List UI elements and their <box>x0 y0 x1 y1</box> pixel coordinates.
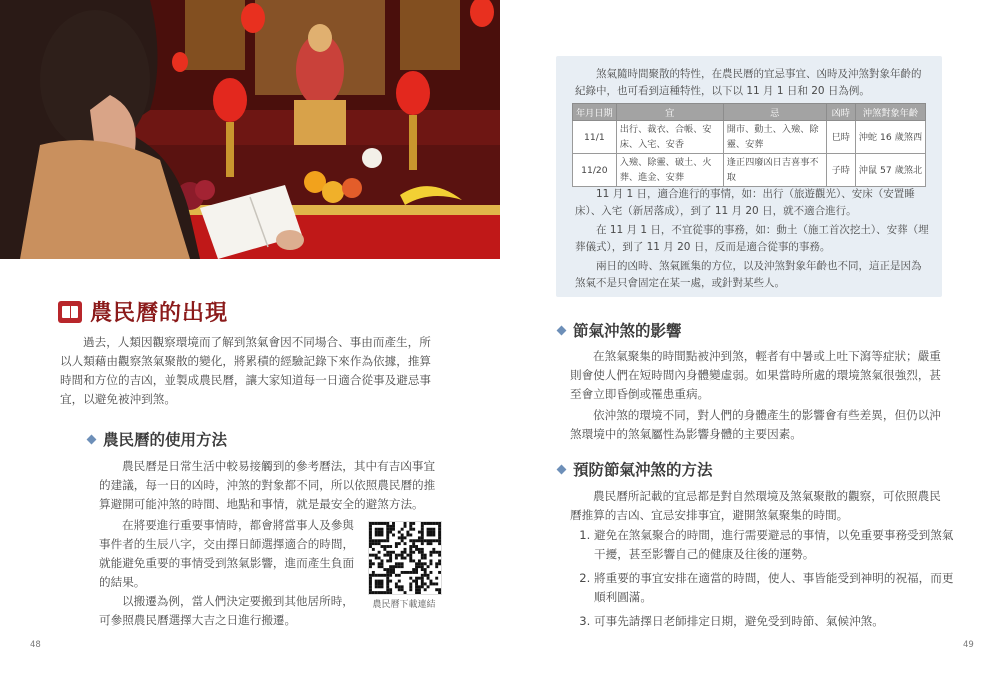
infobox-note-2: 在 11 月 1 日，不宜從事的事務，如：動土（施工首次挖土）、安葬（埋葬儀式），到了 11 月 20 日，反而是適合從事的事務。 <box>575 224 929 253</box>
table-header: 年月日期 <box>573 104 617 121</box>
table-cell: 11/20 <box>573 154 617 187</box>
altar-photo <box>0 0 500 259</box>
infobox-intro: 煞氣隨時間聚散的特性，在農民曆的宜忌事宜、凶時及沖煞對象年齡的紀錄中，也可看到這種特性，以下以 11 月 1 日和 20 日為例。 <box>575 68 922 97</box>
intro-paragraph: 過去，人類因觀察環境而了解到煞氣會因不同場合、事由而產生，所以人類藉由觀察煞氣聚散的變化，將累積的經驗記錄下來作為依據，推算時間和方位的吉凶，並製成農民曆，讓大家知道每一日適合從事及避忌事宜，以避免被沖到煞。 <box>60 335 432 406</box>
influence-paragraph-2: 依沖煞的環境不同，對人們的身體產生的影響會有些差異，但仍以沖煞環境中的煞氣屬性為影響身體的主要因素。 <box>570 408 941 441</box>
table-cell: 入殮、除靈、破土、火葬、進金、安葬 <box>616 154 723 187</box>
table-cell: 沖蛇 16 歲煞西 <box>855 121 925 154</box>
prevent-heading-text: 預防節氣沖煞的方法 <box>573 460 713 479</box>
infobox-note-3: 兩日的凶時、煞氣匯集的方位，以及沖煞對象年齡也不同，這正是因為煞氣不是只會固定在某一處，或針對某些人。 <box>575 260 922 289</box>
table-cell: 巳時 <box>826 121 855 154</box>
page-number-left: 48 <box>30 640 41 650</box>
table-row <box>573 121 926 154</box>
diamond-bullet-icon <box>87 434 97 444</box>
table-header: 沖煞對象年齡 <box>855 104 925 121</box>
usage-heading-text: 農民曆的使用方法 <box>103 430 228 449</box>
table-row <box>573 154 926 187</box>
table-cell: 出行、裁衣、合帳、安床、入宅、安香 <box>616 121 723 154</box>
influence-heading <box>558 319 682 341</box>
table-cell: 逢正四廢凶日吉喜事不取 <box>723 154 826 187</box>
table-header: 忌 <box>723 104 826 121</box>
diamond-bullet-icon <box>557 325 567 335</box>
almanac-table <box>572 103 926 187</box>
section-title <box>58 296 228 327</box>
qr-code[interactable] <box>368 521 442 595</box>
table-header-row <box>573 104 926 121</box>
altar-photo-illustration <box>0 0 500 259</box>
table-cell: 11/1 <box>573 121 617 154</box>
influence-heading-text: 節氣沖煞的影響 <box>573 321 682 340</box>
section-title-text: 農民曆的出現 <box>90 300 229 326</box>
prevent-paragraph: 農民曆所記載的宜忌都是對自然環境及煞氣聚散的觀察，可依照農民曆推算的吉凶、宜忌安排事宜，避開煞氣聚集的時間。 <box>570 489 941 522</box>
usage-heading <box>88 428 227 450</box>
prevent-heading <box>558 458 713 480</box>
list-item: 2. 將重要的事宜安排在適當的時間，使人、事皆能受到神明的祝福，而更順利圓滿。 <box>594 569 962 607</box>
diamond-bullet-icon <box>557 464 567 474</box>
book-icon <box>58 301 82 323</box>
qr-code-graphic <box>369 522 441 594</box>
list-item: 3. 可事先請擇日老師排定日期，避免受到時節、氣候沖煞。 <box>594 612 962 631</box>
table-cell: 子時 <box>826 154 855 187</box>
list-item: 1. 避免在煞氣聚合的時間，進行需要避忌的事情，以免重要事務受到煞氣干擾，甚至影響自己的健康及往後的運勢。 <box>594 526 962 564</box>
table-cell: 沖鼠 57 歲煞北 <box>855 154 925 187</box>
qr-caption: 農民曆下載連結 <box>372 600 436 610</box>
table-header: 凶時 <box>826 104 855 121</box>
influence-paragraph-1: 在煞氣聚集的時間點被沖到煞，輕者有中暑或上吐下瀉等症狀；嚴重則會使人們在短時間內身體變虛弱。如果當時所處的環境煞氣很強烈，甚至會立即昏倒或罹患重病。 <box>570 349 942 401</box>
prevent-list <box>578 526 962 636</box>
usage-paragraph-3: 以搬遷為例，當人們決定要搬到其他居所時，可參照農民曆選擇大吉之日進行搬遷。 <box>99 594 354 627</box>
infobox-note-1: 11 月 1 日，適合進行的事情，如：出行（旅遊觀光）、安床（安置睡床）、入宅（新居落成），到了 11 月 20 日，就不適合進行。 <box>575 188 915 217</box>
usage-paragraph-1: 農民曆是日常生活中較易接觸到的參考曆法，其中有吉凶事宜的建議，每一日的凶時，沖煞的對象都不同，所以依照農民曆的推算避開可能沖煞的時間、地點和事情，就是最安全的避煞方法。 <box>99 459 436 511</box>
table-cell: 開市、動土、入殮、除靈、安葬 <box>723 121 826 154</box>
page-number-right: 49 <box>963 640 974 650</box>
table-header: 宜 <box>616 104 723 121</box>
usage-paragraph-2: 在將要進行重要事情時，都會將當事人及參與事件者的生辰八字，交由擇日師選擇適合的時間，就能避免重要的事情受到煞氣影響，進而產生負面的結果。 <box>99 518 355 589</box>
